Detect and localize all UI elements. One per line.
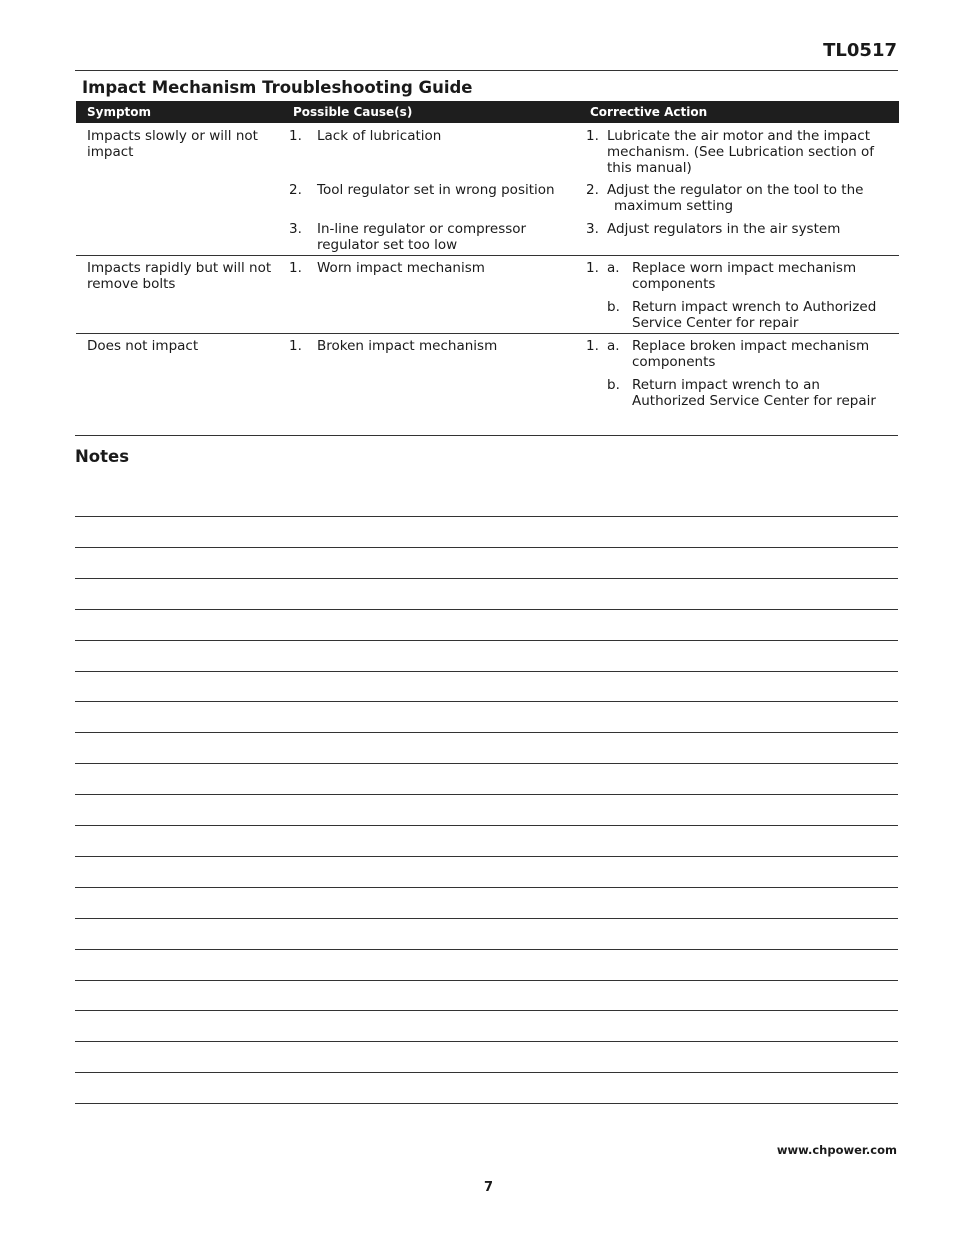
- row2-action1-sub: a.: [607, 260, 620, 276]
- note-line: [75, 980, 898, 981]
- note-line: [75, 949, 898, 950]
- note-line: [75, 547, 898, 548]
- row1-action1-num: 1.: [586, 128, 599, 144]
- header-rule: [75, 70, 898, 71]
- note-line: [75, 918, 898, 919]
- table-bottom-rule: [75, 435, 898, 436]
- row1-cause2: Tool regulator set in wrong position: [317, 182, 555, 198]
- note-line: [75, 732, 898, 733]
- note-line: [75, 671, 898, 672]
- row1-cause3: In-line regulator or compressor regulator set too low: [317, 221, 527, 253]
- row1-cause3-num: 3.: [289, 221, 302, 237]
- header-action: Corrective Action: [590, 105, 708, 119]
- row1-cause1-num: 1.: [289, 128, 302, 144]
- row1-action1: Lubricate the air motor and the impact mechanism. (See Lubrication section of this manual): [607, 128, 875, 176]
- note-line: [75, 887, 898, 888]
- row-divider: [76, 255, 899, 256]
- note-line: [75, 578, 898, 579]
- row3-action2-sub: b.: [607, 377, 620, 393]
- row2-action1-num: 1.: [586, 260, 599, 276]
- row1-action2-num: 2.: [586, 182, 599, 198]
- note-line: [75, 794, 898, 795]
- row2-action2: Return impact wrench to Authorized Service Center for repair: [632, 299, 877, 331]
- guide-title: Impact Mechanism Troubleshooting Guide: [82, 78, 473, 97]
- note-line: [75, 516, 898, 517]
- row3-action1: Replace broken impact mechanism components: [632, 338, 870, 370]
- row2-action1: Replace worn impact mechanism components: [632, 260, 857, 292]
- website-url: www.chpower.com: [776, 1143, 897, 1157]
- row2-cause1-num: 1.: [289, 260, 302, 276]
- note-line: [75, 1103, 898, 1104]
- note-line: [75, 856, 898, 857]
- note-line: [75, 1041, 898, 1042]
- row1-action2: Adjust the regulator on the tool to the maximum setting: [607, 182, 864, 214]
- row2-action2-sub: b.: [607, 299, 620, 315]
- note-line: [75, 1072, 898, 1073]
- row3-symptom: Does not impact: [87, 338, 199, 354]
- header-symptom: Symptom: [87, 105, 152, 119]
- row3-cause1: Broken impact mechanism: [317, 338, 498, 354]
- note-line: [75, 609, 898, 610]
- model-number: TL0517: [823, 40, 897, 61]
- row-divider: [76, 333, 899, 334]
- notes-title: Notes: [75, 447, 130, 466]
- table-header: [76, 101, 899, 123]
- row1-cause2-num: 2.: [289, 182, 302, 198]
- note-line: [75, 763, 898, 764]
- row3-action1-num: 1.: [586, 338, 599, 354]
- row1-action3: Adjust regulators in the air system: [607, 221, 841, 237]
- row2-cause1: Worn impact mechanism: [317, 260, 485, 276]
- row1-action3-num: 3.: [586, 221, 599, 237]
- note-line: [75, 1010, 898, 1011]
- header-causes: Possible Cause(s): [293, 105, 413, 119]
- row3-action1-sub: a.: [607, 338, 620, 354]
- note-line: [75, 825, 898, 826]
- row2-symptom: Impacts rapidly but will not remove bolts: [87, 260, 272, 292]
- row3-action2: Return impact wrench to an Authorized Service Center for repair: [632, 377, 876, 409]
- row1-cause1: Lack of lubrication: [317, 128, 442, 144]
- page-number: 7: [483, 1180, 494, 1195]
- note-line: [75, 640, 898, 641]
- note-line: [75, 701, 898, 702]
- row3-cause1-num: 1.: [289, 338, 302, 354]
- row1-symptom: Impacts slowly or will not impact: [87, 128, 258, 160]
